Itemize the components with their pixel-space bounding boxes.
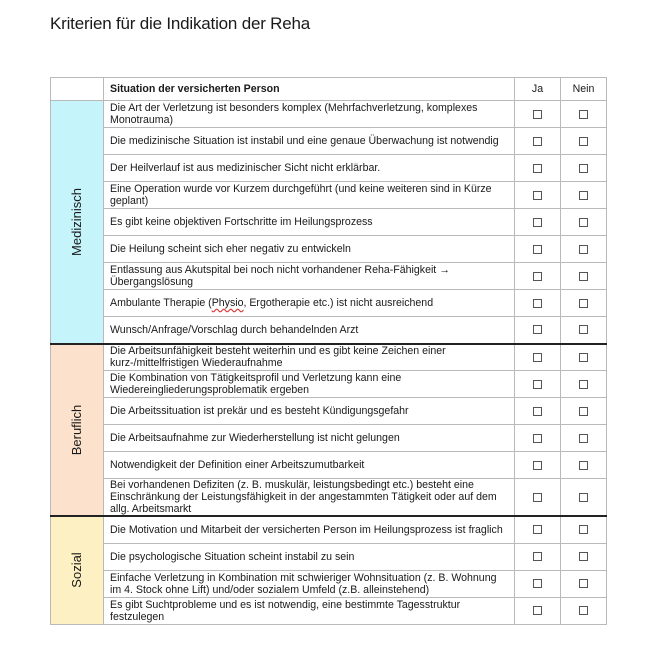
spellcheck-word: Physio (211, 297, 244, 309)
nein-checkbox[interactable] (561, 597, 607, 624)
category-label: Medizinisch (69, 187, 84, 256)
nein-checkbox[interactable] (561, 236, 607, 263)
criterion-text: Die psychologische Situation scheint instabil zu sein (104, 543, 515, 570)
criterion-text: Die Arbeitssituation ist prekär und es besteht Kündigungsgefahr (104, 398, 515, 425)
criterion-text: Entlassung aus Akutspital bei noch nicht vorhandener Reha-Fähigkeit → Übergangslösung (104, 263, 515, 290)
nein-checkbox[interactable] (561, 290, 607, 317)
criterion-text: Wunsch/Anfrage/Vorschlag durch behandelnden Arzt (104, 317, 515, 344)
ja-checkbox[interactable] (515, 398, 561, 425)
ja-checkbox[interactable] (515, 543, 561, 570)
checkbox-icon (533, 493, 542, 502)
table-row (51, 290, 607, 317)
category-label: Sozial (69, 552, 84, 588)
header-nein: Nein (561, 78, 607, 101)
category-medizinisch (51, 101, 104, 344)
checkbox-icon (579, 407, 588, 416)
checkbox-icon (533, 380, 542, 389)
nein-checkbox[interactable] (561, 182, 607, 209)
ja-checkbox[interactable] (515, 570, 561, 597)
nein-checkbox[interactable] (561, 209, 607, 236)
checkbox-icon (533, 191, 542, 200)
nein-checkbox[interactable] (561, 570, 607, 597)
checkbox-icon (579, 325, 588, 334)
checkbox-icon (533, 606, 542, 615)
ja-checkbox[interactable] (515, 597, 561, 624)
checkbox-icon (579, 137, 588, 146)
ja-checkbox[interactable] (515, 425, 561, 452)
checkbox-icon (579, 606, 588, 615)
ja-checkbox[interactable] (515, 101, 561, 128)
table-row (51, 263, 607, 290)
checkbox-icon (579, 380, 588, 389)
ja-checkbox[interactable] (515, 155, 561, 182)
checkbox-icon (579, 493, 588, 502)
criterion-text: Die Motivation und Mitarbeit der versicherten Person im Heilungsprozess ist fraglich (104, 516, 515, 543)
ja-checkbox[interactable] (515, 128, 561, 155)
criterion-text: Die Heilung scheint sich eher negativ zu entwickeln (104, 236, 515, 263)
criterion-text: Bei vorhandenen Defiziten (z. B. muskulär, leistungsbedingt etc.) besteht eine Einschränkung der Leistungsfähigkeit in der angestammten Tätigkeit oder auf dem allg. Arbeitsmarkt (104, 479, 515, 517)
nein-checkbox[interactable] (561, 317, 607, 344)
criteria-table (50, 77, 607, 625)
criterion-text: Eine Operation wurde vor Kurzem durchgeführt (und keine weiteren sind in Kürze geplant) (104, 182, 515, 209)
table-row (51, 597, 607, 624)
checkbox-icon (533, 434, 542, 443)
criterion-text: Es gibt Suchtprobleme und es ist notwendig, eine bestimmte Tagesstruktur festzulegen (104, 597, 515, 624)
checkbox-icon (579, 434, 588, 443)
table-row (51, 479, 607, 517)
checkbox-icon (533, 325, 542, 334)
nein-checkbox[interactable] (561, 155, 607, 182)
table-row (51, 452, 607, 479)
ja-checkbox[interactable] (515, 317, 561, 344)
checkbox-icon (533, 110, 542, 119)
criterion-text: Die Arbeitsunfähigkeit besteht weiterhin und es gibt keine Zeichen einer kurz-/mittelfristigen Wiederaufnahme (104, 344, 515, 371)
table-row (51, 209, 607, 236)
ja-checkbox[interactable] (515, 290, 561, 317)
nein-checkbox[interactable] (561, 479, 607, 517)
checkbox-icon (533, 552, 542, 561)
ja-checkbox[interactable] (515, 371, 561, 398)
nein-checkbox[interactable] (561, 263, 607, 290)
nein-checkbox[interactable] (561, 516, 607, 543)
checkbox-icon (533, 164, 542, 173)
nein-checkbox[interactable] (561, 452, 607, 479)
criterion-text: Notwendigkeit der Definition einer Arbeitszumutbarkeit (104, 452, 515, 479)
checkbox-icon (533, 272, 542, 281)
ja-checkbox[interactable] (515, 344, 561, 371)
criterion-text-part: , Ergotherapie etc.) ist nicht ausreichend (243, 297, 434, 309)
nein-checkbox[interactable] (561, 398, 607, 425)
nein-checkbox[interactable] (561, 543, 607, 570)
header-category-cell (51, 78, 104, 101)
category-beruflich (51, 344, 104, 517)
checkbox-icon (533, 407, 542, 416)
checkbox-icon (579, 164, 588, 173)
criterion-text: Einfache Verletzung in Kombination mit schwieriger Wohnsituation (z. B. Wohnung im 4. Stock ohne Lift) und/oder sozialem Umfeld (z.B. alleinstehend) (104, 570, 515, 597)
ja-checkbox[interactable] (515, 452, 561, 479)
checkbox-icon (579, 461, 588, 470)
checkbox-icon (579, 191, 588, 200)
checkbox-icon (533, 299, 542, 308)
checkbox-icon (533, 579, 542, 588)
criterion-text: Die Arbeitsaufnahme zur Wiederherstellung ist nicht gelungen (104, 425, 515, 452)
header-ja: Ja (515, 78, 561, 101)
table-row (51, 128, 607, 155)
table-row (51, 101, 607, 128)
ja-checkbox[interactable] (515, 516, 561, 543)
criterion-text (104, 290, 515, 317)
ja-checkbox[interactable] (515, 182, 561, 209)
checkbox-icon (533, 353, 542, 362)
table-row (51, 516, 607, 543)
checkbox-icon (579, 272, 588, 281)
checkbox-icon (579, 245, 588, 254)
header-situation: Situation der versicherten Person (104, 78, 515, 101)
ja-checkbox[interactable] (515, 263, 561, 290)
table-row (51, 570, 607, 597)
header-row (51, 78, 607, 101)
checkbox-icon (579, 579, 588, 588)
checkbox-icon (579, 552, 588, 561)
criterion-text: Die Kombination von Tätigkeitsprofil und Verletzung kann eine Wiedereingliederungsproblematik ergeben (104, 371, 515, 398)
checkbox-icon (579, 353, 588, 362)
checkbox-icon (533, 137, 542, 146)
checkbox-icon (579, 525, 588, 534)
ja-checkbox[interactable] (515, 209, 561, 236)
criterion-text: Die Art der Verletzung ist besonders komplex (Mehrfachverletzung, komplexes Monotrauma) (104, 101, 515, 128)
category-sozial (51, 516, 104, 624)
table-row (51, 344, 607, 371)
criterion-text: Der Heilverlauf ist aus medizinischer Sicht nicht erklärbar. (104, 155, 515, 182)
checkbox-icon (533, 525, 542, 534)
ja-checkbox[interactable] (515, 479, 561, 517)
nein-checkbox[interactable] (561, 101, 607, 128)
table-row (51, 425, 607, 452)
table-row (51, 182, 607, 209)
criterion-text: Die medizinische Situation ist instabil und eine genaue Überwachung ist notwendig (104, 128, 515, 155)
nein-checkbox[interactable] (561, 425, 607, 452)
table-row (51, 398, 607, 425)
page-title: Kriterien für die Indikation der Reha (50, 14, 311, 33)
table-row (51, 371, 607, 398)
nein-checkbox[interactable] (561, 128, 607, 155)
table-row (51, 236, 607, 263)
checkbox-icon (533, 245, 542, 254)
criterion-text: Es gibt keine objektiven Fortschritte im Heilungsprozess (104, 209, 515, 236)
criterion-text-part: Ambulante Therapie ( (110, 297, 212, 309)
table-row (51, 155, 607, 182)
category-label: Beruflich (69, 404, 84, 456)
table-row (51, 543, 607, 570)
table-row (51, 317, 607, 344)
checkbox-icon (533, 461, 542, 470)
nein-checkbox[interactable] (561, 371, 607, 398)
checkbox-icon (579, 110, 588, 119)
ja-checkbox[interactable] (515, 236, 561, 263)
nein-checkbox[interactable] (561, 344, 607, 371)
checkbox-icon (579, 218, 588, 227)
checkbox-icon (533, 218, 542, 227)
checkbox-icon (579, 299, 588, 308)
